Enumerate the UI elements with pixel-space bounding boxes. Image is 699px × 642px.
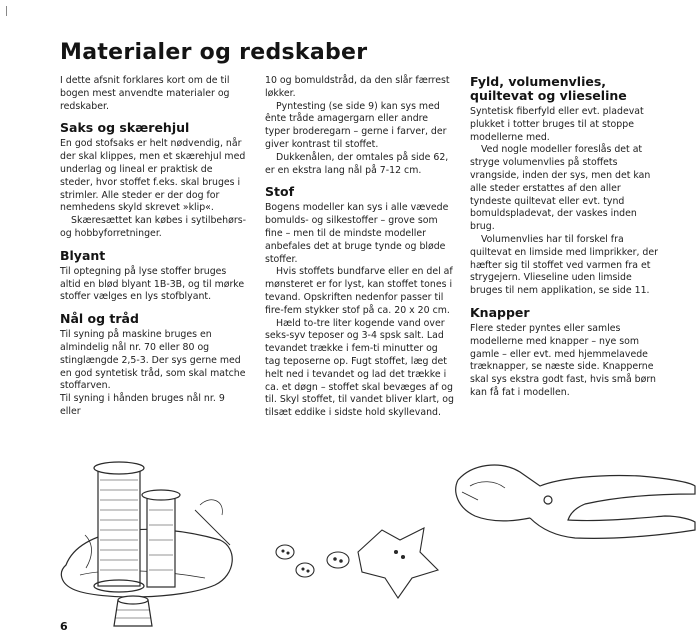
paragraph-fyld-1: Syntetisk fiberfyld eller evt. pladevat plukket i totter bruges til at stoppe modellerne med. (470, 106, 644, 143)
page-title: Materialer og redskaber (60, 40, 368, 65)
paragraph-continued: 10 og bomuldstråd, da den slår færrest løkker. (265, 75, 450, 99)
paragraph-stof-3: Hæld to-tre liter kogende vand over seks-syv teposer og 3-4 spsk salt. Lad tevandet trække i fem-ti minutter og tag teposerne op. Fugt stoffet, læg det helt ned i tevandet og lad det trække i ca. et døgn – stoffet skal bevæges af og til. Skyl stoffet, til vandet bliver klart, og tilsæt eddike i sidste hold skyllevand. (265, 317, 454, 419)
paragraph-dukkenaal: Dukkenålen, der omtales på side 62, er en ekstra lang nål på 7-12 cm. (265, 151, 449, 176)
sewing-kit-illustration (61, 462, 232, 626)
paragraph-saks-1: En god stofsaks er helt nødvendig, når der skal klippes, men et skærehjul med underlag og lineal er praktisk de steder, hvor stoffet f.eks. skal bruges i strimler. Alle steder er der dog for nemhedens skyld skrevet »klip«. (60, 138, 246, 214)
paragraph-knapper: Flere steder pyntes eller samles modellerne med knapper – nye som gamle – eller evt. med hjemmelavede træknapper, se næste side. Knapperne skal sys ekstra godt fast, hvis små børn kan få fat i modellen. (470, 322, 656, 398)
paragraph-stof-1: Bogens modeller kan sys i alle vævede bomulds- og silkestoffer – grove som fine – men til de mindste modeller anbefales det at bruge tynde og bløde stoffer. (265, 202, 449, 265)
intro-paragraph: I dette afsnit forklares kort om de til bogen mest anvendte materialer og redskaber. (60, 75, 230, 112)
heading-stof: Stof (265, 184, 295, 200)
heading-blyant: Blyant (60, 247, 106, 263)
paragraph-fyld-3: Volumenvlies har til forskel fra quiltevat en limside med limprikker, der hæfter sig til stoffet ved varmen fra et strygejern. Vlieseline uden limside bruges til nem applikation, se side 11. (470, 233, 658, 297)
buttons-illustration (276, 528, 438, 598)
paragraph-naal-2: Til syning i hånden bruges nål nr. 9 eller (60, 393, 225, 417)
paragraph-naal-1: Til syning på maskine bruges en almindelig nål nr. 70 eller 80 og stinglængde 2,5-3. Der sys gerne med en god syntetisk tråd, som skal matche stoffarven. (60, 329, 246, 392)
heading-saks: Saks og skærehjul (60, 120, 190, 136)
heading-naal: Nål og tråd (60, 311, 139, 327)
heading-knapper: Knapper (470, 304, 530, 320)
heading-fyld: Fyld, volumenvlies, quiltevat og vlieseline (470, 74, 627, 103)
paragraph-fyld-2: Ved nogle modeller foreslås det at stryge volumenvlies på stoffets vrangside, inden der sys, men det kan alle steder erstattes af den aller tyndeste quiltevat eller evt. tynd bomuldspladevat, der vaskes inden brug. (470, 144, 651, 233)
page-number: 6 (60, 620, 68, 633)
pliers-illustration (456, 465, 695, 538)
paragraph-stof-2: Hvis stoffets bundfarve eller en del af mønsteret er for lyst, kan stoffet tones i tevand. Opskriften nedenfor passer til fire-fem stykker stof på ca. 20 x 20 cm. (265, 266, 453, 316)
paragraph-blyant: Til optegning på lyse stoffer bruges altid en blød blyant 1B-3B, og til mørke stoffer vælges en lys stofblyant. (60, 265, 245, 303)
paragraph-saks-2: Skæresættet kan købes i sytilbehørs- og hobbyforretninger. (60, 215, 246, 239)
paragraph-pyntesting: Pyntesting (se side 9) kan sys med ênte tråde amagergarn eller andre typer broderegarn – gerne i farver, der giver kontrast til stoffet. (265, 100, 447, 150)
